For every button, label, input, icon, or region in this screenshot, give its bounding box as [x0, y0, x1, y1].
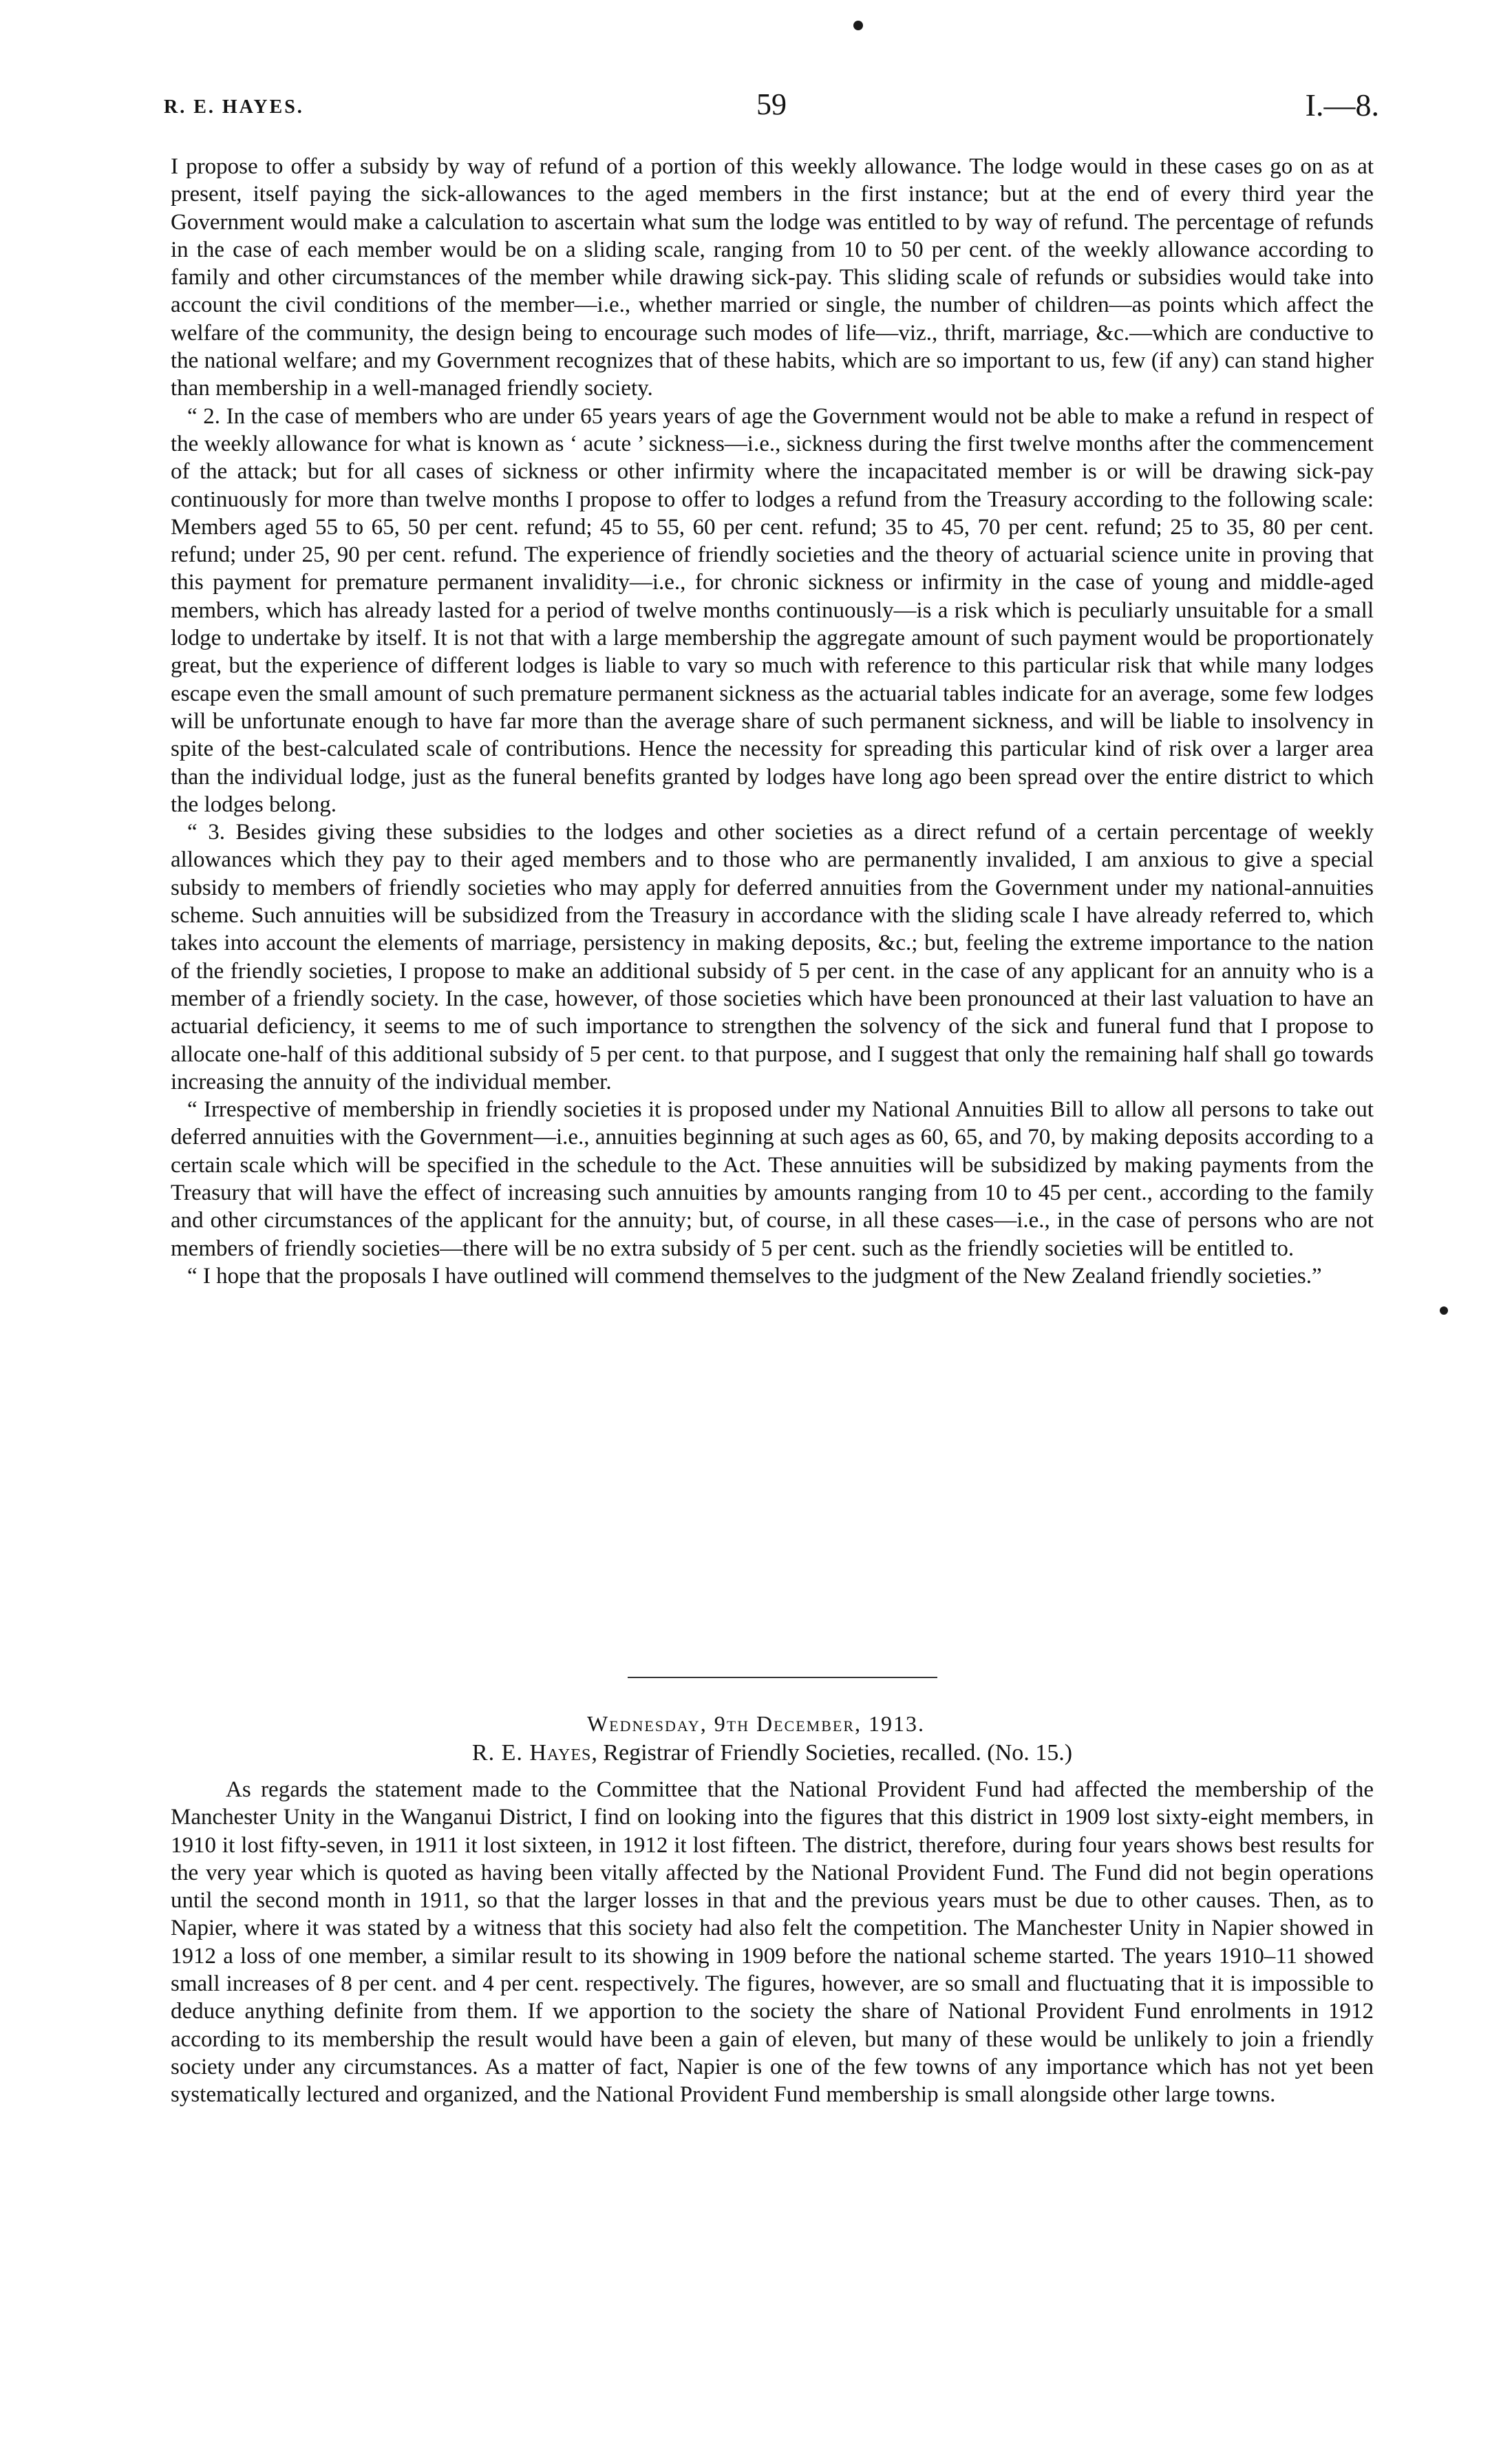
witness-name: R. E. Hayes — [471, 1740, 592, 1766]
date-heading — [0, 1711, 1512, 1737]
paragraph: “ 3. Besides giving these subsidies to the lodges and other societies as a direct refund of a certain percentage of weekly allowances which they pay to their aged members and to those who are permanently invalided, I am anxious to give a special subsidy to members of friendly societies who may apply for deferred annuities from the Government under my national-annuities scheme. Such annuities will be subsidized from the Treasury in accordance with the sliding scale I have already referred to, which takes into account the elements of marriage, persistency in making deposits, &c.; but, feeling the extreme importance to the nation of the friendly societies, I propose to make an additional subsidy of 5 per cent. in the case of any applicant for an annuity who is a member of a friendly society. In the case, however, of those societies which have been pronounced at their last valuation to have an actuarial deficiency, it seems to me of such importance to strengthen the solvency of the sick and funeral fund that I propose to allocate one-half of this additional subsidy of 5 per cent. to that purpose, and I suggest that only the remaining half shall go towards increasing the annuity of the individual member. — [171, 820, 1374, 1094]
statement-text — [171, 153, 1374, 1290]
paragraph: “ 2. In the case of members who are under 65 years years of age the Government would not be able to make a refund in respect of the weekly allowance for what is known as ‘ acute ’ sickness—i.e., sickness during the first twelve months after the commencement of the attack; but for all cases of sickness or other infirmity where the incapacitated member is or will be drawing sick-pay continuously for more than twelve months I propose to offer to lodges a refund from the Treasury according to the following scale: Members aged 55 to 65, 50 per cent. refund; 45 to 55, 60 per cent. refund; 35 to 45, 70 per cent. refund; 25 to 35, 80 per cent. refund; under 25, 90 per cent. refund. The experience of friendly societies and the theory of actuarial science unite in proving that this payment for premature permanent invalidity—i.e., for chronic sickness or infirmity in the case of young and middle-aged members, which has already lasted for a period of twelve months continuously—is a risk which is peculiarly unsuitable for a small lodge to undertake by itself. It is not that with a large membership the aggregate amount of such payment would be proportionately great, but the experience of different lodges is liable to vary so much with reference to this particular risk that while many lodges escape even the small amount of such premature permanent sickness as the actuarial tables indicate for an average, some few lodges will be unfortunate enough to have far more than the average share of such permanent sickness, and will be liable to insolvency in spite of the best-calculated scale of contributions. Hence the necessity for spreading this particular kind of risk over a larger area than the individual lodge, just as the funeral benefits granted by lodges have long ago been spread over the entire district to which the lodges belong. — [171, 403, 1374, 817]
page-header — [164, 87, 1379, 128]
section-divider — [628, 1677, 937, 1678]
scan-speck — [1440, 1306, 1448, 1315]
scan-speck — [853, 21, 863, 30]
paragraph: As regards the statement made to the Committee that the National Provident Fund had affected the membership of the Manchester Unity in the Wanganui District, I find on looking into the figures that this district in 1909 lost sixty-eight members, in 1910 it lost fifty-seven, in 1911 it lost sixteen, in 1912 it lost fifteen. The district, therefore, during four years shows best results for the very year which is quoted as having been vitally affected by the National Provident Fund. The Fund did not begin operations until the second month in 1911, so that the larger losses in that and the previous years must be due to other causes. Then, as to Napier, where it was stated by a witness that this society had also felt the competition. The Manchester Unity in Napier showed in 1912 a loss of one member, a similar result to its showing in 1909 before the national scheme started. The years 1910–11 showed small increases of 8 per cent. and 4 per cent. respectively. The figures, however, are so small and fluctuating that it is impossible to deduce anything definite from them. If we apportion to the society the share of National Provident Fund enrolments in 1912 according to its membership the result would have been a gain of eleven, but many of these would be unlikely to join a friendly society under any circumstances. As a matter of fact, Napier is one of the few towns of any importance which has not yet been systematically lectured and organized, and the National Provident Fund membership is small alongside other large towns. — [171, 1777, 1374, 2108]
witness-description: , Registrar of Friendly Societies, recalled. (No. 15.) — [591, 1740, 1073, 1766]
date-heading-text: Wednesday, 9th December, 1913. — [586, 1711, 926, 1736]
testimony-text — [171, 1776, 1374, 2109]
header-author: R. E. HAYES. — [164, 96, 304, 118]
page-number: 59 — [756, 87, 787, 121]
document-reference: I.—8. — [1305, 87, 1379, 123]
paragraph: I propose to offer a subsidy by way of refund of a portion of this weekly allowance. The lodge would in these cases go on as at present, itself paying the sick-allowances to the aged members in the first instance; but at the end of every third year the Government would make a calculation to ascertain what sum the lodge was entitled to by way of refund. The percentage of refunds in the case of each member would be on a sliding scale, ranging from 10 to 50 per cent. of the weekly allowance according to family and other circumstances of the member while drawing sick-pay. This sliding scale of refunds or subsidies would take into account the civil conditions of the member—i.e., whether married or single, the number of children—as points which affect the welfare of the community, the design being to encourage such modes of life—viz., thrift, marriage, &c.—which are conductive to the national welfare; and my Government recognizes that of these habits, which are so important to us, few (if any) can stand higher than membership in a well-managed friendly society. — [171, 154, 1374, 401]
paragraph: “ Irrespective of membership in friendly societies it is proposed under my National Annuities Bill to allow all persons to take out deferred annuities with the Government—i.e., annuities beginning at such ages as 60, 65, and 70, by making deposits according to a certain scale which will be specified in the schedule to the Act. These annuities will be subsidized by making payments from the Treasury that will have the effect of increasing such annuities by amounts ranging from 10 to 45 per cent., according to the family and other circumstances of the applicant for the annuity; but, of course, in all these cases—i.e., in the case of persons who are not members of friendly societies—there will be no extra subsidy of 5 per cent. such as the friendly societies will be entitled to. — [171, 1097, 1374, 1261]
witness-heading — [171, 1740, 1374, 1766]
paragraph: “ I hope that the proposals I have outlined will commend themselves to the judgment of the New Zealand friendly societies.” — [187, 1263, 1322, 1289]
